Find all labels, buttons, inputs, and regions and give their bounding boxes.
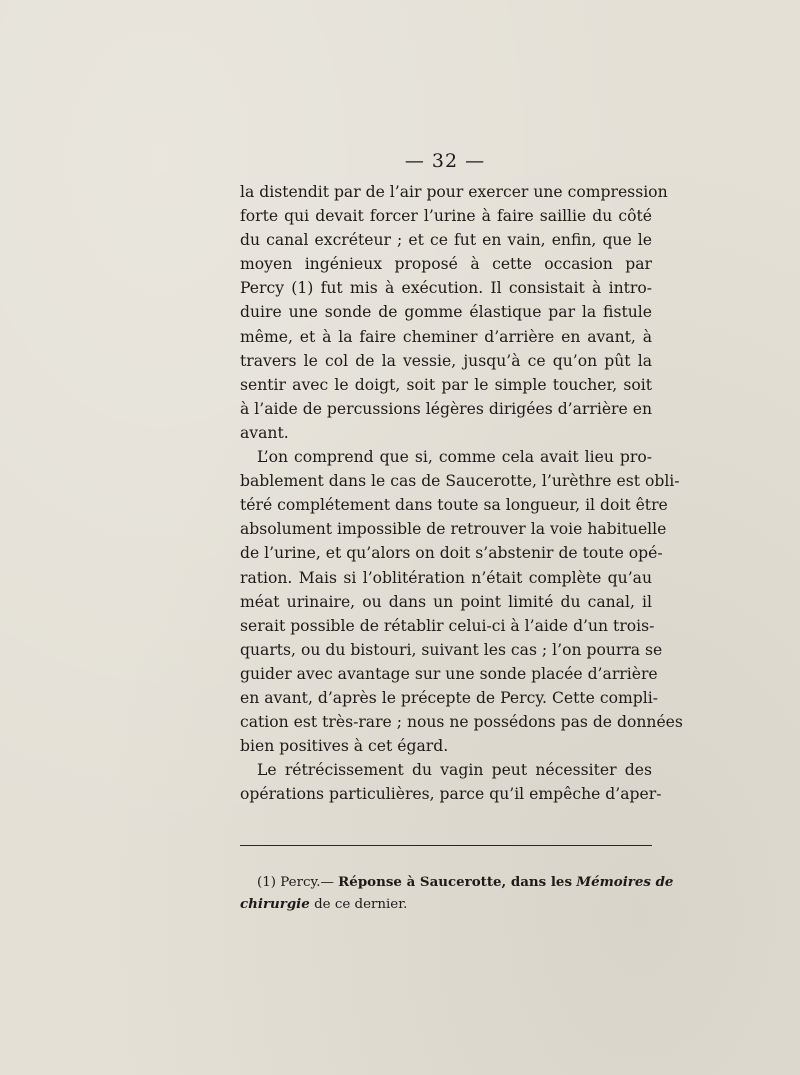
footnote-divider xyxy=(240,845,652,846)
footnote-text: Réponse à Saucerotte, dans les xyxy=(338,874,572,890)
footnote-line xyxy=(240,893,652,915)
text-line: méat urinaire, ou dans un point limité du canal, il xyxy=(240,592,652,611)
text-line: la distendit par de l’air pour exercer une compression xyxy=(240,183,668,201)
text-line: forte qui devait forcer l’urine à faire saillie du côté xyxy=(240,207,652,226)
paragraph-first-line: Le rétrécissement du vagin peut nécessiter des xyxy=(257,761,652,780)
text-line: serait possible de rétablir celui-ci à l’aide d’un trois- xyxy=(240,616,655,635)
footnote-text-end: de ce dernier. xyxy=(314,897,408,912)
text-line: duire une sonde de gomme élastique par la fistule xyxy=(240,303,652,322)
text-line: téré complétement dans toute sa longueur, il doit être xyxy=(240,496,668,515)
footnote-line xyxy=(240,871,674,893)
footnote-title: Mémoires de xyxy=(576,874,674,890)
text-line: Percy (1) fut mis à exécution. Il consistait à intro- xyxy=(240,279,652,298)
text-line: travers le col de la vessie, jusqu’à ce qu’on pût la xyxy=(240,351,652,370)
body-text xyxy=(240,180,683,806)
text-line: opérations particulières, parce qu’il empêche d’aper- xyxy=(240,785,662,804)
text-line: en avant, d’après le précepte de Percy. Cette compli- xyxy=(240,688,658,707)
text-line: guider avec avantage sur une sonde placée d’arrière xyxy=(240,664,658,683)
footnote-author: Percy. xyxy=(280,875,321,890)
text-line: absolument impossible de retrouver la voie habituelle xyxy=(240,520,667,539)
footnote-dash: — xyxy=(320,875,334,890)
footnote-marker: (1) xyxy=(257,875,276,890)
text-line: de l’urine, et qu’alors on doit s’abstenir de toute opé- xyxy=(240,544,663,563)
text-line: même, et à la faire cheminer d’arrière en avant, à xyxy=(240,327,652,346)
page-number: — 32 — xyxy=(404,150,486,172)
footnote-title-continued: chirurgie xyxy=(240,896,310,912)
text-line: bablement dans le cas de Saucerotte, l’urèthre est obli- xyxy=(240,472,680,491)
text-line: cation est très-rare ; nous ne possédons pas de données xyxy=(240,713,683,732)
text-line: avant. xyxy=(240,423,289,442)
text-line: sentir avec le doigt, soit par le simple toucher, soit xyxy=(240,375,652,394)
text-line: ration. Mais si l’oblitération n’était complète qu’au xyxy=(240,568,652,587)
text-line: moyen ingénieux proposé à cette occasion par xyxy=(240,255,652,274)
text-line: quarts, ou du bistouri, suivant les cas ; l’on pourra se xyxy=(240,640,663,659)
paragraph-first-line: L’on comprend que si, comme cela avait lieu pro- xyxy=(257,448,652,467)
text-line: à l’aide de percussions légères dirigées d’arrière en xyxy=(240,399,652,418)
footnote xyxy=(240,871,674,915)
text-line: du canal excréteur ; et ce fut en vain, enfin, que le xyxy=(240,231,652,250)
text-line: bien positives à cet égard. xyxy=(240,737,449,756)
